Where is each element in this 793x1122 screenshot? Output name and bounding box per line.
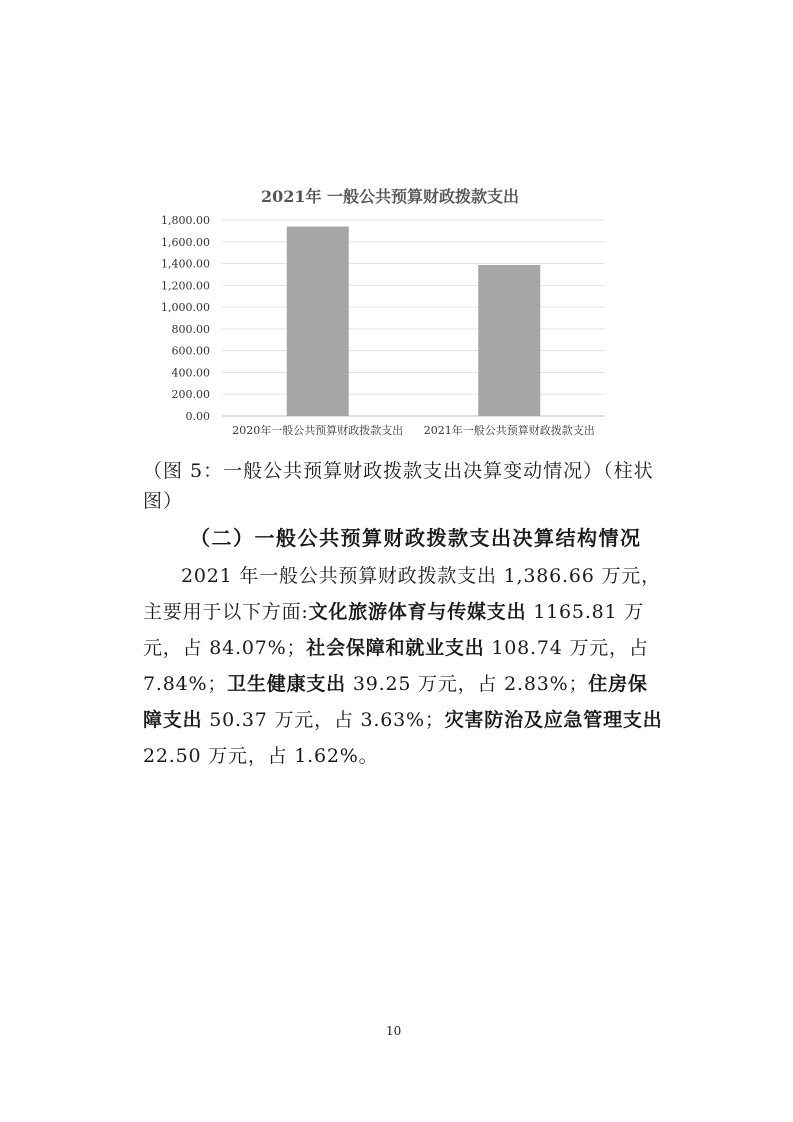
category-culture: 文化旅游体育与传媒支出 (308, 601, 527, 623)
figure-caption: （图 5：一般公共预算财政拨款支出决算变动情况）（柱状图） (143, 460, 654, 512)
x-category-label: 2021年一般公共预算财政拨款支出 (423, 424, 595, 437)
amount-health: 39.25 万元，占 2.83%； (345, 673, 589, 695)
x-category-label: 2020年一般公共预算财政拨款支出 (232, 424, 404, 437)
y-tick-label: 200.00 (171, 388, 210, 402)
category-housing: 住房保障支出 (143, 673, 648, 731)
bar (478, 265, 540, 416)
y-tick-label: 1,200.00 (161, 279, 210, 293)
page-number: 10 (386, 1024, 402, 1038)
chart-title: 2021年 一般公共预算财政拨款支出 (260, 187, 520, 206)
y-tick-label: 0.00 (185, 410, 210, 423)
y-tick-label: 600.00 (171, 344, 210, 358)
y-tick-label: 800.00 (171, 322, 210, 336)
category-health: 卫生健康支出 (227, 673, 346, 695)
y-tick-label: 1,400.00 (161, 257, 210, 271)
bar-chart (150, 172, 620, 444)
y-tick-label: 1,600.00 (161, 235, 210, 249)
y-tick-label: 400.00 (171, 366, 210, 380)
para-intro: 2021 年一般公共预算财政拨款支出 1,386.66 万元，主要用于以下方面: (143, 565, 661, 623)
amount-social-security: 108.74 万元，占 7.84%； (143, 637, 649, 695)
bar (287, 227, 349, 416)
section-heading: （二）一般公共预算财政拨款支出决算结构情况 (190, 526, 642, 550)
body-paragraph (143, 558, 663, 774)
amount-housing: 50.37 万元，占 3.63%； (202, 709, 445, 731)
chart-svg (150, 172, 620, 444)
amount-culture: 1165.81 万元，占 84.07%； (143, 601, 645, 659)
category-disaster: 灾害防治及应急管理支出 (444, 709, 663, 731)
y-tick-label: 1,800.00 (161, 214, 210, 227)
category-social-security: 社会保障和就业支出 (306, 637, 485, 659)
amount-disaster: 22.50 万元，占 1.62%。 (143, 745, 379, 767)
y-tick-label: 1,000.00 (161, 301, 210, 315)
